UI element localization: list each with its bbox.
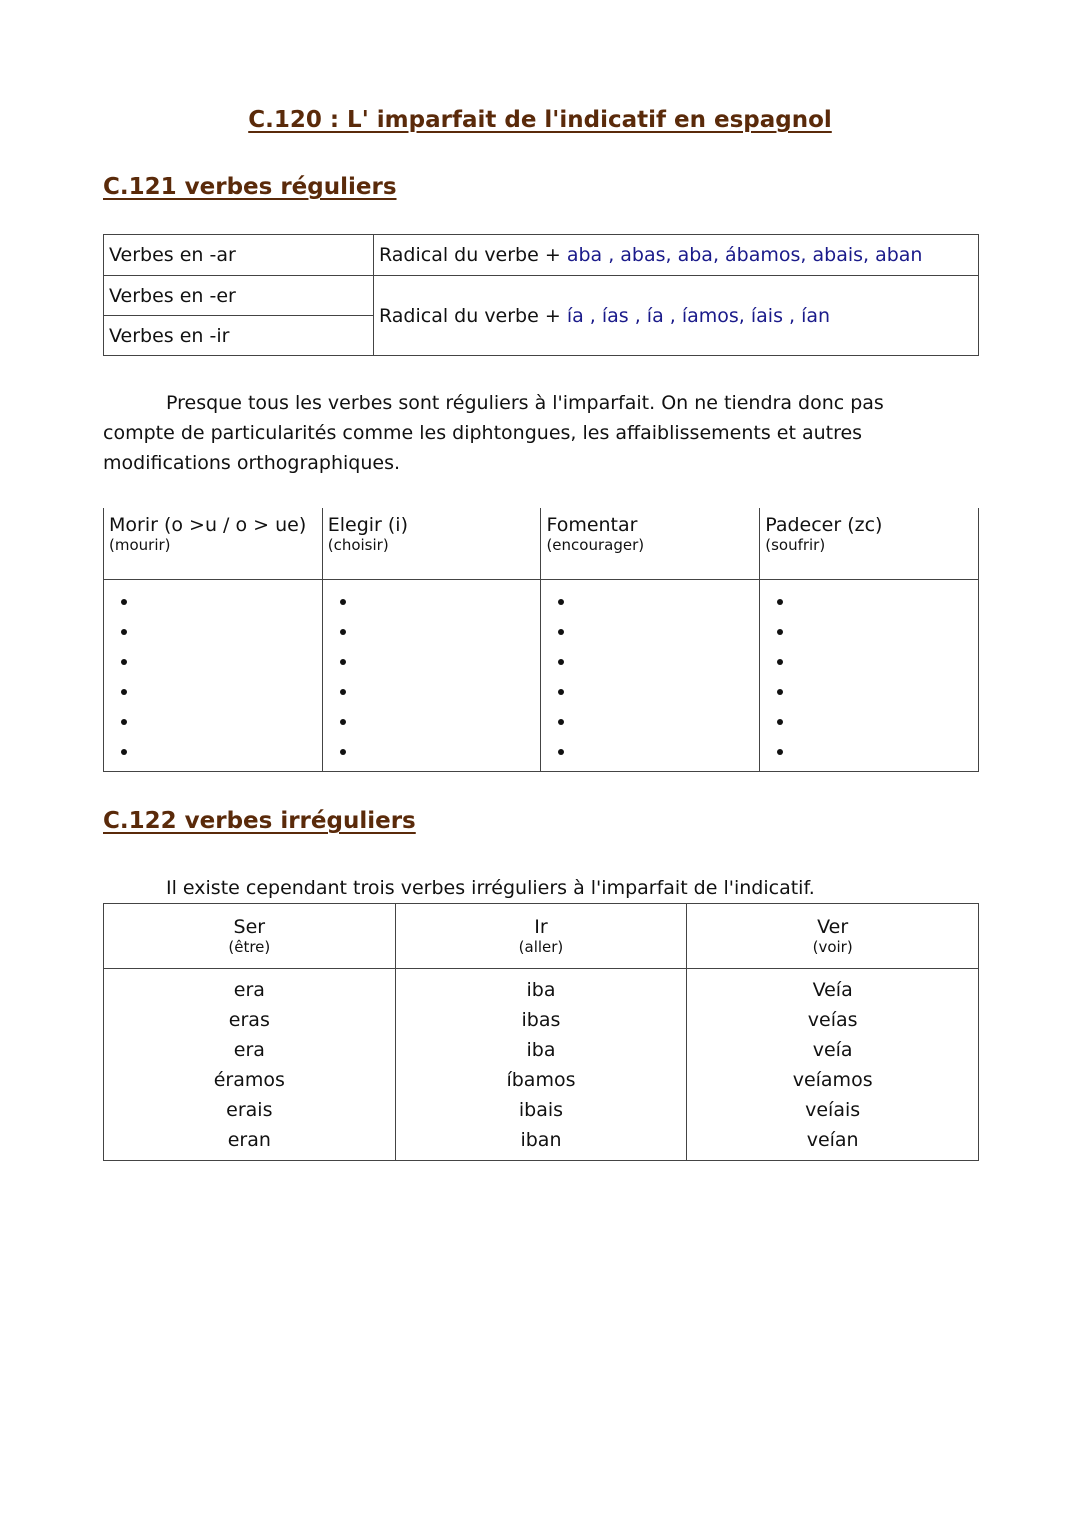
rule-endings: ía , ías , ía , íamos, íais , ían [566,304,831,327]
blank-bullet [795,676,973,706]
exercise-verb-header [104,508,323,579]
verb-translation: (mourir) [109,536,171,554]
verb-translation: (soufrir) [765,536,826,554]
blank-bullet [139,646,317,676]
blank-bullet [358,616,536,646]
conjugated-form: iba [526,1039,556,1061]
verb-translation: (être) [228,938,271,956]
conjugated-form: ibais [518,1099,564,1121]
conjugation-cell [104,969,396,1161]
blank-bullet [139,586,317,616]
exercise-verb-header [322,508,541,579]
blank-bullet [358,676,536,706]
conjugated-form: iba [526,979,556,1001]
conjugated-form: erais [226,1099,273,1121]
verb-name: Ver [817,916,849,938]
conjugated-form: veían [806,1129,859,1151]
conjugated-form: eras [228,1009,270,1031]
blank-bullet [576,586,754,616]
conjugated-form: veías [807,1009,858,1031]
page-title: C.120 : L' imparfait de l'indicatif en espagnol [248,107,832,133]
conjugated-form: veíamos [792,1069,873,1091]
conjugated-form: veía [812,1039,853,1061]
blank-bullet [139,616,317,646]
conjugated-form: íbamos [506,1069,576,1091]
verb-translation: (voir) [812,938,853,956]
verb-name: Fomentar [546,514,638,536]
exercise-verb-header [541,508,760,579]
verb-name: Ser [233,916,266,938]
rule-label: Verbes en -er [104,276,374,316]
conjugated-form: ibas [521,1009,561,1031]
verb-translation: (encourager) [546,536,645,554]
conjugated-form: era [233,1039,265,1061]
blank-bullet [358,706,536,736]
verb-name: Morir (o >u / o > ue) [109,514,307,536]
blank-bullet [795,616,973,646]
blank-bullet [139,736,317,766]
blank-bullet [358,586,536,616]
conjugated-form: iban [520,1129,562,1151]
exercise-table [103,508,979,772]
rule-er-ir [374,276,979,356]
blank-bullet [576,646,754,676]
rule-label: Verbes en -ar [104,235,374,276]
blank-bullet [576,706,754,736]
conjugated-form: Veía [812,979,853,1001]
rule-label: Verbes en -ir [104,316,374,356]
irregular-verb-header [687,904,979,969]
irregular-intro: Il existe cependant trois verbes irréguliers à l'imparfait de l'indicatif. [166,877,815,899]
rule-prefix: Radical du verbe + [379,244,567,266]
blank-bullet [139,706,317,736]
rule-prefix: Radical du verbe + [379,304,567,327]
blank-bullet [358,646,536,676]
verb-name: Padecer (zc) [765,514,883,536]
exercise-verb-header [760,508,979,579]
blank-bullet [576,736,754,766]
conjugated-form: éramos [213,1069,285,1091]
exercise-answer-cell[interactable] [322,579,541,771]
irregular-verb-header [395,904,687,969]
exercise-answer-cell[interactable] [104,579,323,771]
blank-bullet [576,616,754,646]
verb-name: Elegir (i) [327,514,408,536]
section-heading-regular: C.121 verbes réguliers [103,174,397,200]
blank-bullet [795,586,973,616]
irregular-verbs-table [103,903,979,1161]
conjugation-cell [687,969,979,1161]
blank-bullet [358,736,536,766]
exercise-answer-cell[interactable] [541,579,760,771]
regular-endings-table [103,234,979,356]
blank-bullet [576,676,754,706]
verb-translation: (choisir) [327,536,389,554]
blank-bullet [795,736,973,766]
rule-endings: aba , abas, aba, ábamos, abais, aban [566,244,923,266]
blank-bullet [795,646,973,676]
explanation-paragraph: Presque tous les verbes sont réguliers à l'imparfait. On ne tiendra donc pas compte de particularités comme les diphtongues, les affaiblissements et autres modifications orthographiques. [103,392,884,474]
verb-name: Ir [534,916,548,938]
irregular-verb-header [104,904,396,969]
conjugated-form: eran [227,1129,271,1151]
blank-bullet [795,706,973,736]
section-heading-irregular: C.122 verbes irréguliers [103,808,416,834]
conjugated-form: veíais [805,1099,861,1121]
exercise-answer-cell[interactable] [760,579,979,771]
conjugated-form: era [233,979,265,1001]
blank-bullet [139,676,317,706]
verb-translation: (aller) [518,938,564,956]
rule-ar [374,235,979,276]
conjugation-cell [395,969,687,1161]
